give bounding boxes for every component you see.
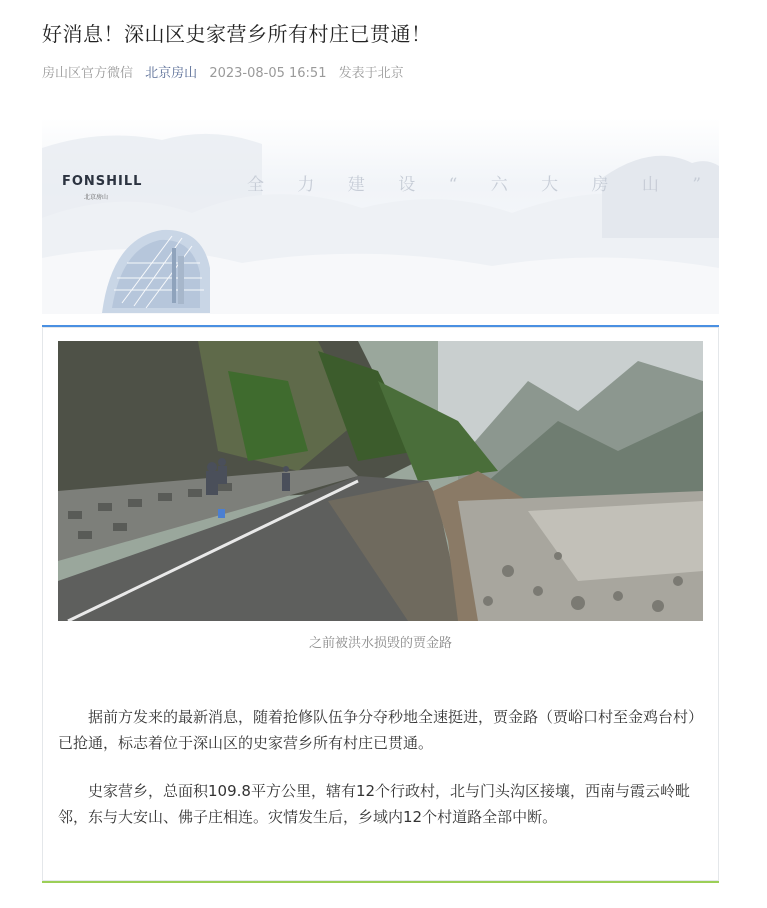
photo-caption: 之前被洪水损毁的贾金路: [308, 636, 452, 651]
publish-datetime: 2023-08-05 16:51: [209, 66, 327, 81]
frame-bottom-border: [42, 881, 719, 883]
article-title: 好消息！深山区史家营乡所有村庄已贯通！: [42, 22, 432, 46]
publish-location: 发表于北京: [338, 66, 404, 81]
account-link[interactable]: 北京房山: [145, 66, 198, 81]
banner-logo-sub: 北京房山: [84, 194, 109, 201]
header-banner: [42, 118, 719, 314]
article-paragraph-2: 史家营乡，总面积109.8平方公里，辖有12个行政村，北与门头沟区接壤，西南与霞云岭毗邻，东与大安山、佛子庄相连。灾情发生后，乡域内12个村道路全部中断。: [58, 782, 691, 826]
source-label: 房山区官方微信: [42, 66, 134, 81]
article-paragraph-1: 据前方发来的最新消息，随着抢修队伍争分夺秒地全速挺进，贾金路（贾峪口村至金鸡台村）已抢通，标志着位于深山区的史家营乡所有村庄已贯通。: [58, 708, 704, 752]
banner-slogan: 全 力 建 设 “ 六 大 房 山 ”: [247, 175, 716, 195]
banner-logo: FONSHILL: [62, 174, 143, 189]
banner-mountains: [42, 118, 719, 314]
article-meta: [42, 62, 412, 81]
flood-damaged-road-photo: [58, 341, 703, 621]
